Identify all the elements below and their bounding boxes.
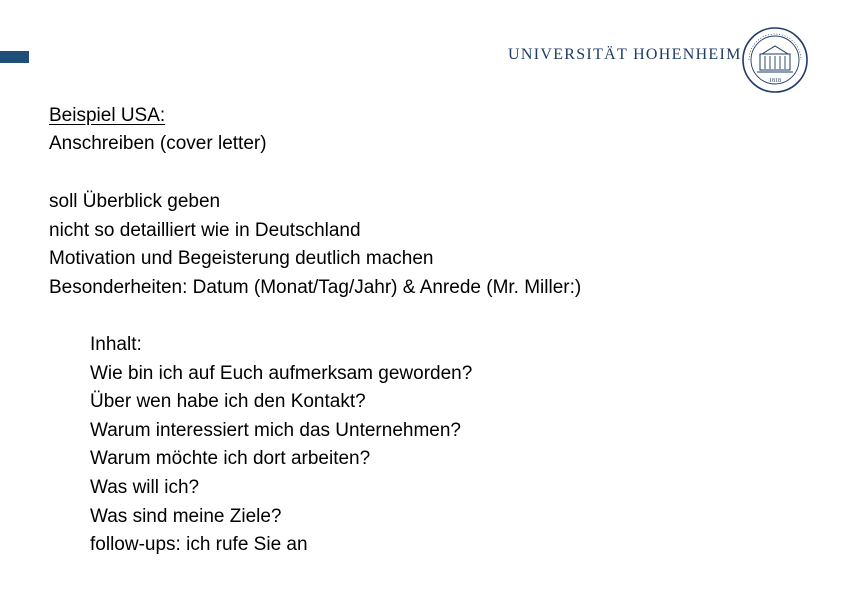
content-item: follow-ups: ich rufe Sie an bbox=[90, 534, 308, 556]
seal-year: 1818 bbox=[769, 78, 781, 84]
accent-bar bbox=[0, 51, 29, 63]
content-item: Was will ich? bbox=[90, 476, 200, 498]
content-item: Über wen habe ich den Kontakt? bbox=[90, 391, 366, 413]
content-item: Warum möchte ich dort arbeiten? bbox=[90, 448, 371, 470]
key-point: Motivation und Begeisterung deutlich machen bbox=[49, 248, 434, 269]
university-seal-icon bbox=[741, 26, 809, 94]
content-list bbox=[90, 331, 472, 560]
content-item: Was sind meine Ziele? bbox=[90, 505, 282, 527]
content-item: Warum interessiert mich das Unternehmen? bbox=[90, 419, 461, 441]
key-points bbox=[49, 188, 581, 302]
title-line-2: Anschreiben (cover letter) bbox=[49, 133, 267, 154]
title-line-1: Beispiel USA: bbox=[49, 105, 166, 126]
key-point: Besonderheiten: Datum (Monat/Tag/Jahr) & Anrede (Mr. Miller:) bbox=[49, 276, 582, 298]
key-point: nicht so detailliert wie in Deutschland bbox=[49, 219, 361, 241]
key-point: soll Überblick geben bbox=[49, 191, 221, 212]
slide-title bbox=[49, 102, 267, 158]
content-item: Wie bin ich auf Euch aufmerksam geworden? bbox=[90, 362, 473, 384]
university-name: UNIVERSITÄT HOHENHEIM bbox=[508, 46, 742, 63]
content-heading: Inhalt: bbox=[90, 334, 142, 355]
